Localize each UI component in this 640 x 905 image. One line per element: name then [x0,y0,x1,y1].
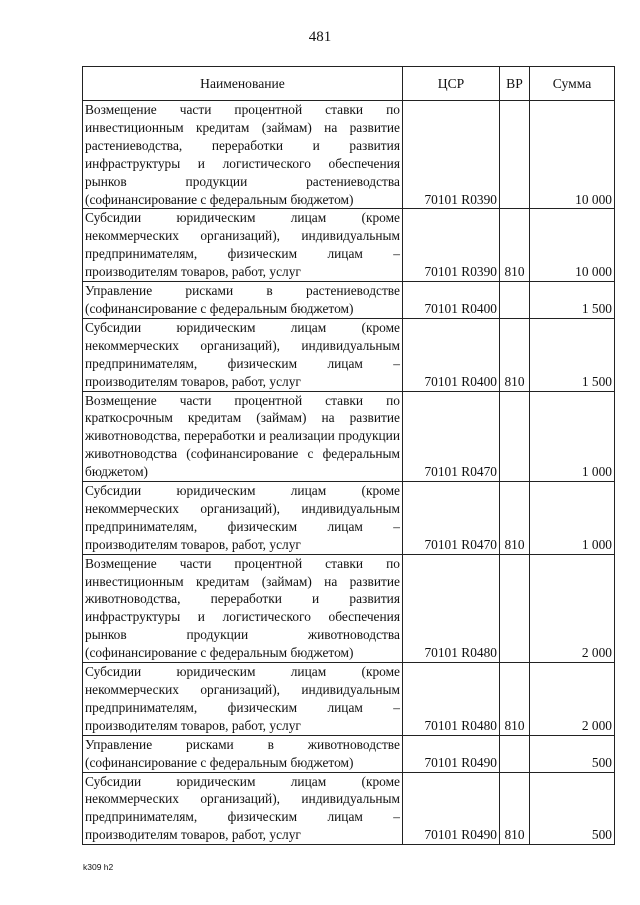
row-vr: 810 [500,318,530,391]
row-csr: 70101 R0470 [403,391,500,482]
row-vr [500,391,530,482]
footer-code: k309 h2 [83,862,114,872]
row-sum: 1 500 [530,282,615,319]
header-vr: ВР [500,67,530,101]
row-name: Субсидии юридическим лицам (кроме некоммерческих организаций), индивидуальным предпринимателям, физическим лицам – производителям товаров, работ, услуг [83,482,403,555]
header-sum: Сумма [530,67,615,101]
row-sum: 10 000 [530,101,615,209]
row-csr: 70101 R0390 [403,101,500,209]
row-name: Управление рисками в животноводстве (софинансирование с федеральным бюджетом) [83,735,403,772]
row-vr: 810 [500,663,530,736]
row-name: Субсидии юридическим лицам (кроме некоммерческих организаций), индивидуальным предпринимателям, физическим лицам – производителям товаров, работ, услуг [83,209,403,282]
row-name: Субсидии юридическим лицам (кроме некоммерческих организаций), индивидуальным предпринимателям, физическим лицам – производителям товаров, работ, услуг [83,318,403,391]
row-name: Возмещение части процентной ставки по инвестиционным кредитам (займам) на развитие растениеводства, переработки и развития инфраструктуры и логистического обеспечения рынков продукции растениеводства (софинансирование с федеральным бюджетом) [83,101,403,209]
row-vr [500,554,530,662]
table-row [83,482,615,555]
row-name: Управление рисками в растениеводстве (софинансирование с федеральным бюджетом) [83,282,403,319]
row-csr: 70101 R0490 [403,735,500,772]
row-vr: 810 [500,772,530,845]
table-row [83,282,615,319]
row-csr: 70101 R0390 [403,209,500,282]
row-name: Субсидии юридическим лицам (кроме некоммерческих организаций), индивидуальным предпринимателям, физическим лицам – производителям товаров, работ, услуг [83,772,403,845]
row-sum: 1 500 [530,318,615,391]
budget-table [82,66,615,845]
row-sum: 500 [530,772,615,845]
row-vr [500,101,530,209]
table-row [83,554,615,662]
row-vr: 810 [500,209,530,282]
row-vr [500,735,530,772]
row-sum: 1 000 [530,391,615,482]
row-sum: 1 000 [530,482,615,555]
table-row [83,209,615,282]
row-csr: 70101 R0400 [403,318,500,391]
table-row [83,391,615,482]
table-row [83,772,615,845]
row-name: Возмещение части процентной ставки по краткосрочным кредитам (займам) на развитие животноводства, переработки и реализации продукции животноводства (софинансирование с федеральным бюджетом) [83,391,403,482]
row-sum: 10 000 [530,209,615,282]
row-vr [500,282,530,319]
header-csr: ЦСР [403,67,500,101]
row-sum: 2 000 [530,554,615,662]
row-sum: 500 [530,735,615,772]
row-name: Субсидии юридическим лицам (кроме некоммерческих организаций), индивидуальным предпринимателям, физическим лицам – производителям товаров, работ, услуг [83,663,403,736]
row-vr: 810 [500,482,530,555]
table-header-row [83,67,615,101]
table-row [83,663,615,736]
row-csr: 70101 R0480 [403,554,500,662]
row-csr: 70101 R0480 [403,663,500,736]
row-csr: 70101 R0400 [403,282,500,319]
row-name: Возмещение части процентной ставки по инвестиционным кредитам (займам) на развитие животноводства, переработки и развития инфраструктуры и логистического обеспечения рынков продукции животноводства (софинансирование с федеральным бюджетом) [83,554,403,662]
row-csr: 70101 R0490 [403,772,500,845]
table-row [83,101,615,209]
header-name: Наименование [83,67,403,101]
table-row [83,735,615,772]
row-csr: 70101 R0470 [403,482,500,555]
page-number: 481 [308,29,332,45]
table-row [83,318,615,391]
row-sum: 2 000 [530,663,615,736]
